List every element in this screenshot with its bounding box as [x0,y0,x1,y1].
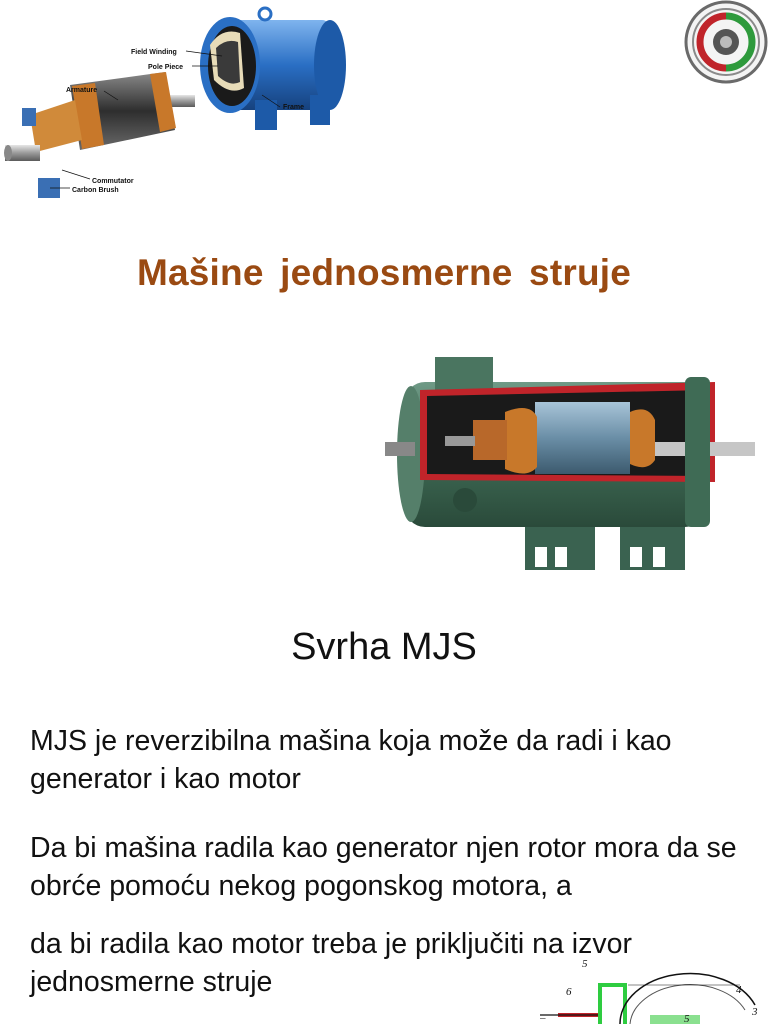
diagram-label-3: 3 [752,1006,758,1018]
frame-illustration [200,8,346,130]
label-commutator: Commutator [92,178,134,185]
label-field-winding: Field Winding [131,49,177,56]
diagram-label-minus: – [540,1012,546,1024]
diagram-label-4: 4 [736,984,742,996]
diagram-label-6: 6 [566,986,572,998]
paragraph-generator: Da bi mašina radila kao generator njen rotor mora da se obrće pomoću nekog pogonskog motora, a [30,832,737,902]
label-armature: Armature [66,87,98,94]
exploded-dc-machine-image [0,0,350,205]
label-carbon-brush: Carbon Brush [72,187,119,194]
paragraph-motor: da bi radila kao motor treba je priključiti na izvor jednosmerne struje [30,928,632,998]
section-title: Svrha MJS [291,626,477,668]
diagram-label-5b: 5 [684,1013,690,1024]
dc-machine-diagram-image [540,955,768,1024]
motor-stator-logo-icon [684,0,768,84]
label-frame: Frame [283,104,305,111]
label-pole-piece: Pole Piece [148,64,184,71]
page-title: Mašine jednosmerne struje [136,252,632,293]
dc-motor-cutaway-image [385,352,768,582]
diagram-label-5: 5 [582,958,588,970]
paragraph-reversible: MJS je reverzibilna mašina koja može da radi i kao generator i kao motor [30,725,672,795]
